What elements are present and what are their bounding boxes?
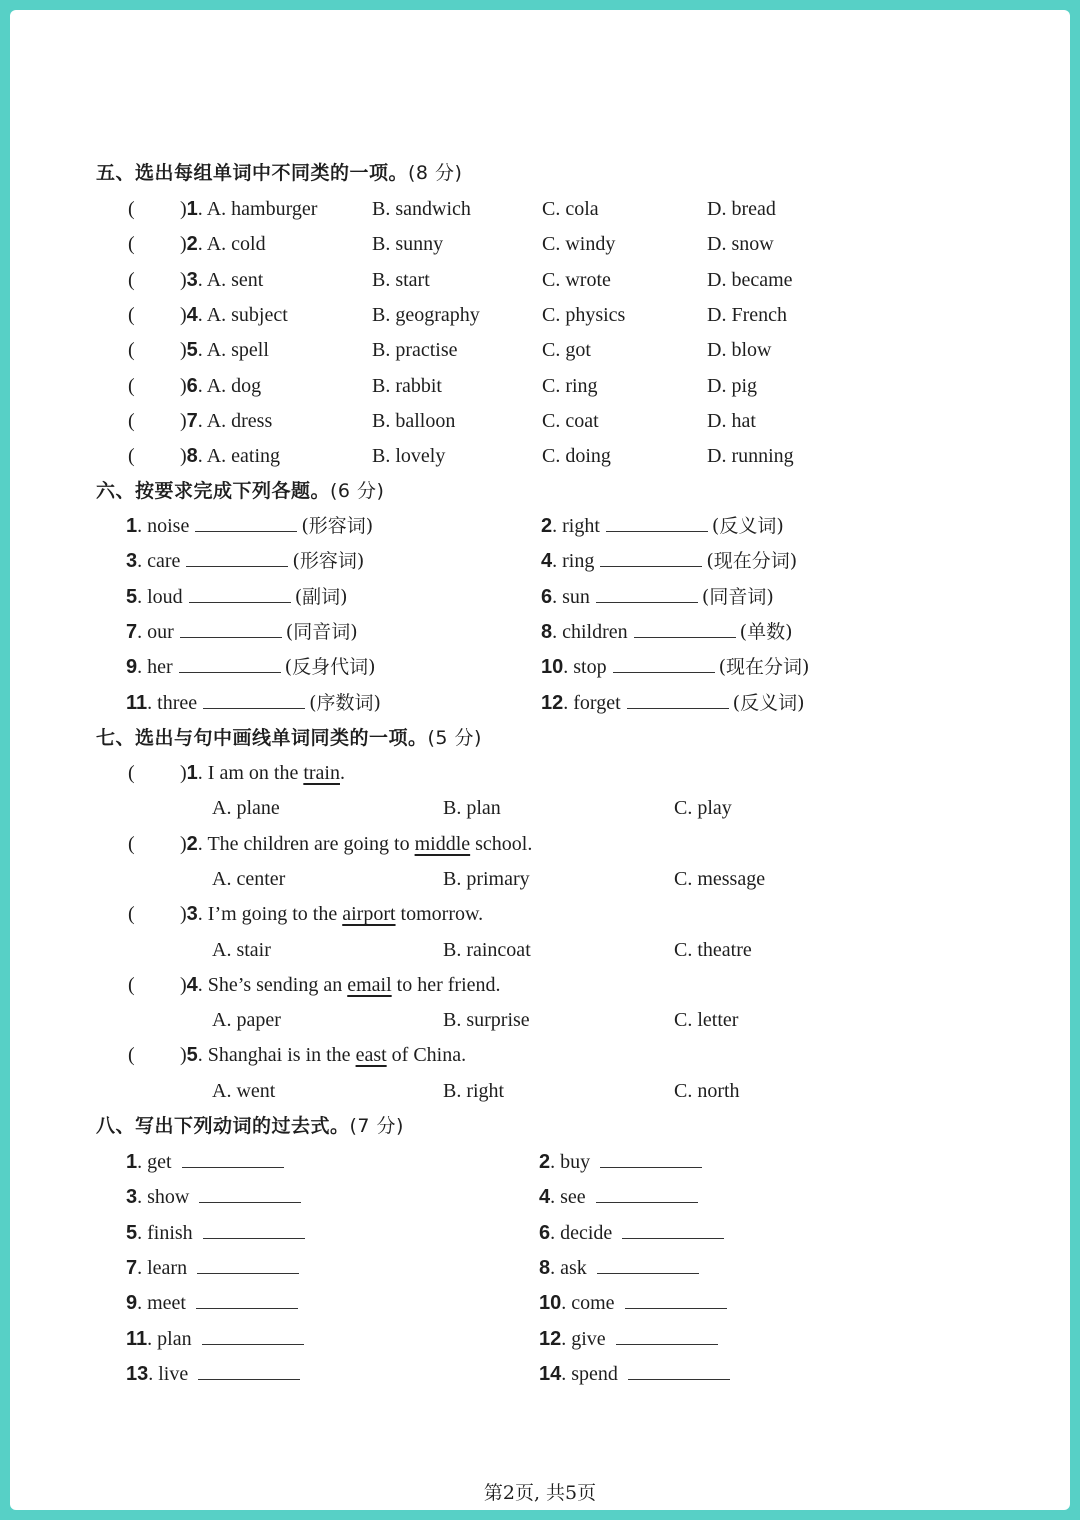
- item-word: forget: [573, 691, 621, 714]
- bracket-close: ): [180, 445, 187, 468]
- item-hint: (现在分词): [706, 550, 798, 573]
- underlined-word: train: [303, 762, 340, 784]
- option-c: C. play: [674, 797, 732, 820]
- option-d: D. running: [707, 445, 794, 468]
- number-dot: .: [197, 198, 207, 220]
- item-hint: (副词): [294, 585, 348, 608]
- answer-bracket[interactable]: (: [128, 233, 135, 256]
- bracket-close: ): [180, 374, 187, 397]
- answer-blank[interactable]: [600, 1149, 702, 1168]
- item-number: 5: [126, 585, 138, 608]
- item-word: our: [147, 620, 174, 643]
- item-word: her: [147, 656, 173, 679]
- option-b: B. lovely: [372, 445, 446, 468]
- number-dot: .: [197, 303, 207, 326]
- item-number: 14: [539, 1362, 562, 1385]
- item-number: 11: [126, 691, 148, 714]
- answer-bracket[interactable]: (: [128, 303, 135, 326]
- item-word: sun: [562, 585, 590, 608]
- transform-item: [541, 584, 774, 610]
- item-hint: (反身代词): [284, 656, 376, 679]
- section-points: (5 分): [427, 727, 482, 749]
- option-d: D. snow: [707, 233, 774, 256]
- option-b: B. right: [443, 1079, 505, 1102]
- item-word: buy: [560, 1151, 591, 1173]
- item-number: 10: [539, 1292, 562, 1315]
- item-number: 12: [539, 1327, 562, 1350]
- section-points: (6 分): [330, 480, 385, 502]
- number-dot: .: [552, 585, 563, 608]
- question-sentence: [180, 760, 345, 786]
- answer-blank[interactable]: [613, 654, 715, 673]
- number-dot: .: [137, 1221, 148, 1244]
- option-a-text: A. hamburger: [206, 198, 318, 220]
- option-d: D. became: [707, 268, 793, 291]
- option-a-text: A. dress: [206, 409, 273, 432]
- answer-blank[interactable]: [186, 548, 288, 567]
- option-a: A. center: [212, 867, 286, 890]
- number-dot: .: [197, 374, 207, 397]
- answer-blank[interactable]: [195, 513, 297, 532]
- option-c: C. windy: [542, 233, 616, 256]
- answer-blank[interactable]: [616, 1326, 718, 1345]
- answer-bracket[interactable]: (: [128, 268, 135, 291]
- worksheet-page: [10, 10, 1070, 1510]
- answer-blank[interactable]: [628, 1361, 730, 1380]
- option-d: D. bread: [707, 198, 776, 220]
- sentence-start: She’s sending an: [207, 973, 348, 996]
- transform-item: [541, 513, 784, 539]
- number-dot: .: [137, 1292, 148, 1315]
- section-title: 八、写出下列动词的过去式。: [96, 1115, 350, 1137]
- transform-item: [126, 654, 376, 680]
- verb-item: [126, 1220, 309, 1246]
- verb-item: [539, 1184, 702, 1210]
- answer-bracket[interactable]: (: [128, 903, 135, 926]
- number-dot: .: [197, 339, 207, 362]
- item-hint: (反义词): [711, 515, 784, 537]
- number-dot: .: [550, 1256, 561, 1279]
- item-number: 2: [539, 1151, 551, 1173]
- option-a: [180, 231, 266, 257]
- number-dot: .: [552, 550, 563, 573]
- item-number: 13: [126, 1362, 149, 1385]
- section-heading: [96, 1113, 404, 1139]
- item-word: ring: [562, 550, 595, 573]
- item-number: 12: [541, 691, 564, 714]
- item-word: three: [157, 691, 198, 714]
- option-a: [180, 196, 317, 222]
- section-points: (7 分): [349, 1115, 404, 1137]
- option-a-text: A. subject: [206, 303, 288, 326]
- item-number: 6: [541, 585, 553, 608]
- item-number: 7: [126, 1256, 138, 1279]
- item-word: come: [571, 1292, 615, 1315]
- verb-item: [126, 1149, 288, 1175]
- bracket-close: ): [180, 903, 187, 926]
- bracket-close: ): [180, 268, 187, 291]
- sentence-start: I am on the: [207, 762, 304, 784]
- number-dot: .: [197, 903, 208, 926]
- underlined-word: airport: [342, 903, 396, 926]
- option-a: A. plane: [212, 797, 280, 820]
- transform-item: [126, 690, 381, 716]
- item-word: live: [158, 1362, 189, 1385]
- item-word: children: [562, 620, 628, 643]
- option-c: C. message: [674, 867, 766, 890]
- verb-item: [126, 1184, 305, 1210]
- verb-item: [126, 1255, 303, 1281]
- item-number: 4: [541, 550, 553, 573]
- answer-blank[interactable]: [199, 1184, 301, 1203]
- option-a-text: A. cold: [206, 233, 266, 256]
- answer-bracket[interactable]: (: [128, 445, 135, 468]
- sentence-end: of China.: [386, 1044, 467, 1067]
- item-number: 1: [126, 515, 138, 537]
- answer-blank[interactable]: [202, 1326, 304, 1345]
- number-dot: .: [563, 691, 574, 714]
- answer-bracket[interactable]: (: [128, 1044, 135, 1067]
- number-dot: .: [137, 515, 148, 537]
- bracket-close: ): [180, 233, 187, 256]
- item-number: 6: [539, 1221, 551, 1244]
- item-number: 9: [126, 1292, 138, 1315]
- option-a: [180, 337, 269, 363]
- transform-item: [541, 654, 809, 680]
- answer-blank[interactable]: [596, 584, 698, 603]
- item-number: 9: [126, 656, 138, 679]
- item-number: 2: [541, 515, 553, 537]
- number-dot: .: [550, 1186, 561, 1209]
- number-dot: .: [197, 973, 208, 996]
- transform-item: [126, 584, 348, 610]
- section-heading: [96, 160, 462, 186]
- number-dot: .: [137, 1186, 148, 1209]
- option-d: D. French: [707, 303, 787, 326]
- transform-item: [126, 513, 373, 539]
- number-dot: .: [197, 268, 207, 291]
- answer-blank[interactable]: [197, 1255, 299, 1274]
- item-word: see: [560, 1186, 586, 1209]
- item-word: decide: [560, 1221, 613, 1244]
- item-number: 10: [541, 656, 564, 679]
- option-c: C. wrote: [542, 268, 611, 291]
- number-dot: .: [137, 1151, 148, 1173]
- item-word: finish: [147, 1221, 193, 1244]
- answer-blank[interactable]: [198, 1361, 300, 1380]
- item-number: 3: [126, 550, 138, 573]
- item-number: 8: [541, 620, 553, 643]
- question-sentence: [180, 1042, 466, 1068]
- option-c: C. coat: [542, 409, 599, 432]
- item-number: 2: [186, 832, 198, 855]
- option-b: B. rabbit: [372, 374, 442, 397]
- option-c: C. cola: [542, 198, 599, 220]
- item-number: 3: [186, 268, 198, 291]
- option-c: C. north: [674, 1079, 740, 1102]
- verb-item: [539, 1361, 734, 1387]
- option-a: A. stair: [212, 938, 271, 961]
- answer-blank[interactable]: [180, 619, 282, 638]
- option-a: [180, 302, 288, 328]
- item-number: 11: [126, 1327, 148, 1350]
- option-b: B. raincoat: [443, 938, 531, 961]
- section-heading: [96, 478, 384, 504]
- option-d: D. pig: [707, 374, 757, 397]
- answer-bracket[interactable]: (: [128, 409, 135, 432]
- verb-item: [539, 1255, 703, 1281]
- item-number: 1: [186, 198, 198, 220]
- item-word: right: [562, 515, 600, 537]
- transform-item: [541, 690, 804, 716]
- number-dot: .: [561, 1362, 572, 1385]
- verb-item: [539, 1290, 731, 1316]
- sentence-start: The children are going to: [207, 832, 415, 855]
- sentence-start: Shanghai is in the: [207, 1044, 356, 1067]
- verb-item: [539, 1326, 722, 1352]
- item-number: 3: [126, 1186, 138, 1209]
- answer-bracket[interactable]: (: [128, 198, 135, 220]
- item-number: 4: [186, 973, 198, 996]
- bracket-close: ): [180, 762, 187, 784]
- question-sentence: [180, 901, 483, 927]
- option-c: C. ring: [542, 374, 598, 397]
- option-a-text: A. sent: [206, 268, 264, 291]
- number-dot: .: [147, 1327, 158, 1350]
- option-c: C. got: [542, 339, 591, 362]
- number-dot: .: [147, 691, 158, 714]
- option-c: C. letter: [674, 1009, 739, 1032]
- item-number: 5: [186, 339, 198, 362]
- section-title: 五、选出每组单词中不同类的一项。: [96, 162, 409, 184]
- verb-item: [539, 1149, 706, 1175]
- item-word: noise: [147, 515, 190, 537]
- number-dot: .: [197, 409, 207, 432]
- item-hint: (形容词): [292, 550, 365, 573]
- number-dot: .: [550, 1151, 561, 1173]
- bracket-close: ): [180, 303, 187, 326]
- bracket-close: ): [180, 409, 187, 432]
- item-number: 1: [126, 1151, 138, 1173]
- item-number: 8: [539, 1256, 551, 1279]
- option-d: D. blow: [707, 339, 772, 362]
- number-dot: .: [148, 1362, 159, 1385]
- sentence-end: school.: [470, 832, 533, 855]
- item-number: 8: [186, 445, 198, 468]
- verb-item: [126, 1361, 304, 1387]
- option-a: [180, 408, 272, 434]
- item-hint: (单数): [739, 620, 793, 643]
- question-sentence: [180, 831, 532, 857]
- answer-bracket[interactable]: (: [128, 374, 135, 397]
- option-a: A. paper: [212, 1009, 281, 1032]
- transform-item: [541, 548, 797, 574]
- answer-blank[interactable]: [634, 619, 736, 638]
- bracket-close: ): [180, 198, 187, 220]
- transform-item: [126, 548, 364, 574]
- bracket-close: ): [180, 973, 187, 996]
- bracket-close: ): [180, 832, 187, 855]
- option-a: [180, 373, 261, 399]
- transform-item: [126, 619, 358, 645]
- number-dot: .: [137, 620, 148, 643]
- item-word: give: [571, 1327, 606, 1350]
- answer-blank[interactable]: [622, 1220, 724, 1239]
- option-b: B. start: [372, 268, 430, 291]
- number-dot: .: [561, 1292, 572, 1315]
- item-hint: (序数词): [309, 691, 381, 714]
- item-word: care: [147, 550, 181, 573]
- sentence-end: .: [339, 762, 345, 784]
- number-dot: .: [197, 762, 208, 784]
- item-word: plan: [157, 1327, 192, 1350]
- underlined-word: email: [347, 973, 392, 996]
- option-d: D. hat: [707, 409, 756, 432]
- option-b: B. sunny: [372, 233, 444, 256]
- option-c: C. doing: [542, 445, 611, 468]
- answer-blank[interactable]: [182, 1149, 284, 1168]
- number-dot: .: [137, 585, 148, 608]
- section-title: 六、按要求完成下列各题。: [96, 480, 331, 502]
- item-number: 4: [539, 1186, 551, 1209]
- number-dot: .: [561, 1327, 572, 1350]
- item-word: learn: [147, 1256, 188, 1279]
- answer-bracket[interactable]: (: [128, 762, 135, 784]
- option-b: B. primary: [443, 867, 530, 890]
- answer-blank[interactable]: [203, 1220, 305, 1239]
- sentence-end: to her friend.: [391, 973, 501, 996]
- number-dot: .: [197, 445, 207, 468]
- item-number: 4: [186, 303, 198, 326]
- number-dot: .: [137, 1256, 148, 1279]
- option-a-text: A. spell: [206, 339, 269, 362]
- option-b: B. sandwich: [372, 198, 471, 220]
- sentence-start: I’m going to the: [207, 903, 343, 926]
- item-hint: (同音词): [285, 620, 358, 643]
- item-number: 7: [126, 620, 138, 643]
- item-word: ask: [560, 1256, 587, 1279]
- answer-blank[interactable]: [627, 690, 729, 709]
- answer-bracket[interactable]: (: [128, 832, 135, 855]
- option-c: C. theatre: [674, 938, 752, 961]
- number-dot: .: [197, 233, 207, 256]
- option-a: [180, 267, 263, 293]
- option-c: C. physics: [542, 303, 626, 326]
- answer-blank[interactable]: [189, 584, 291, 603]
- answer-blank[interactable]: [596, 1184, 698, 1203]
- item-word: spend: [571, 1362, 618, 1385]
- verb-item: [539, 1220, 728, 1246]
- item-word: show: [147, 1186, 190, 1209]
- answer-blank[interactable]: [606, 513, 708, 532]
- option-a-text: A. dog: [206, 374, 262, 397]
- answer-blank[interactable]: [203, 690, 305, 709]
- answer-bracket[interactable]: (: [128, 973, 135, 996]
- option-a: A. went: [212, 1079, 276, 1102]
- section-points: (8 分): [408, 162, 463, 184]
- question-sentence: [180, 972, 501, 998]
- item-word: loud: [147, 585, 183, 608]
- option-b: B. practise: [372, 339, 458, 362]
- section-title: 七、选出与句中画线单词同类的一项。: [96, 727, 428, 749]
- sentence-end: tomorrow.: [395, 903, 484, 926]
- option-b: B. balloon: [372, 409, 456, 432]
- number-dot: .: [197, 832, 208, 855]
- item-number: 3: [186, 903, 198, 926]
- bracket-close: ): [180, 339, 187, 362]
- underlined-word: middle: [414, 832, 471, 855]
- item-number: 5: [186, 1044, 198, 1067]
- item-number: 6: [186, 374, 198, 397]
- option-b: B. surprise: [443, 1009, 530, 1032]
- item-hint: (同音词): [701, 585, 774, 608]
- option-b: B. geography: [372, 303, 480, 326]
- item-hint: (反义词): [732, 691, 805, 714]
- option-b: B. plan: [443, 797, 501, 820]
- item-number: 2: [186, 233, 198, 256]
- answer-blank[interactable]: [600, 548, 702, 567]
- item-word: stop: [573, 656, 607, 679]
- item-hint: (形容词): [301, 515, 374, 537]
- answer-blank[interactable]: [196, 1290, 298, 1309]
- number-dot: .: [552, 620, 563, 643]
- item-word: meet: [147, 1292, 186, 1315]
- underlined-word: east: [355, 1044, 387, 1067]
- option-a-text: A. eating: [206, 445, 281, 468]
- answer-blank[interactable]: [179, 654, 281, 673]
- item-hint: (现在分词): [718, 656, 810, 679]
- bracket-close: ): [180, 1044, 187, 1067]
- verb-item: [126, 1290, 302, 1316]
- number-dot: .: [563, 656, 574, 679]
- verb-item: [126, 1326, 308, 1352]
- transform-item: [541, 619, 792, 645]
- section-heading: [96, 725, 482, 751]
- number-dot: .: [550, 1221, 561, 1244]
- answer-bracket[interactable]: (: [128, 339, 135, 362]
- option-a: [180, 443, 280, 469]
- answer-blank[interactable]: [597, 1255, 699, 1274]
- item-word: get: [147, 1151, 172, 1173]
- item-number: 5: [126, 1221, 138, 1244]
- item-number: 7: [186, 409, 198, 432]
- number-dot: .: [552, 515, 563, 537]
- number-dot: .: [137, 656, 148, 679]
- answer-blank[interactable]: [625, 1290, 727, 1309]
- page-footer: 第2页, 共5页: [483, 1482, 597, 1504]
- number-dot: .: [137, 550, 148, 573]
- item-number: 1: [186, 762, 198, 784]
- number-dot: .: [197, 1044, 208, 1067]
